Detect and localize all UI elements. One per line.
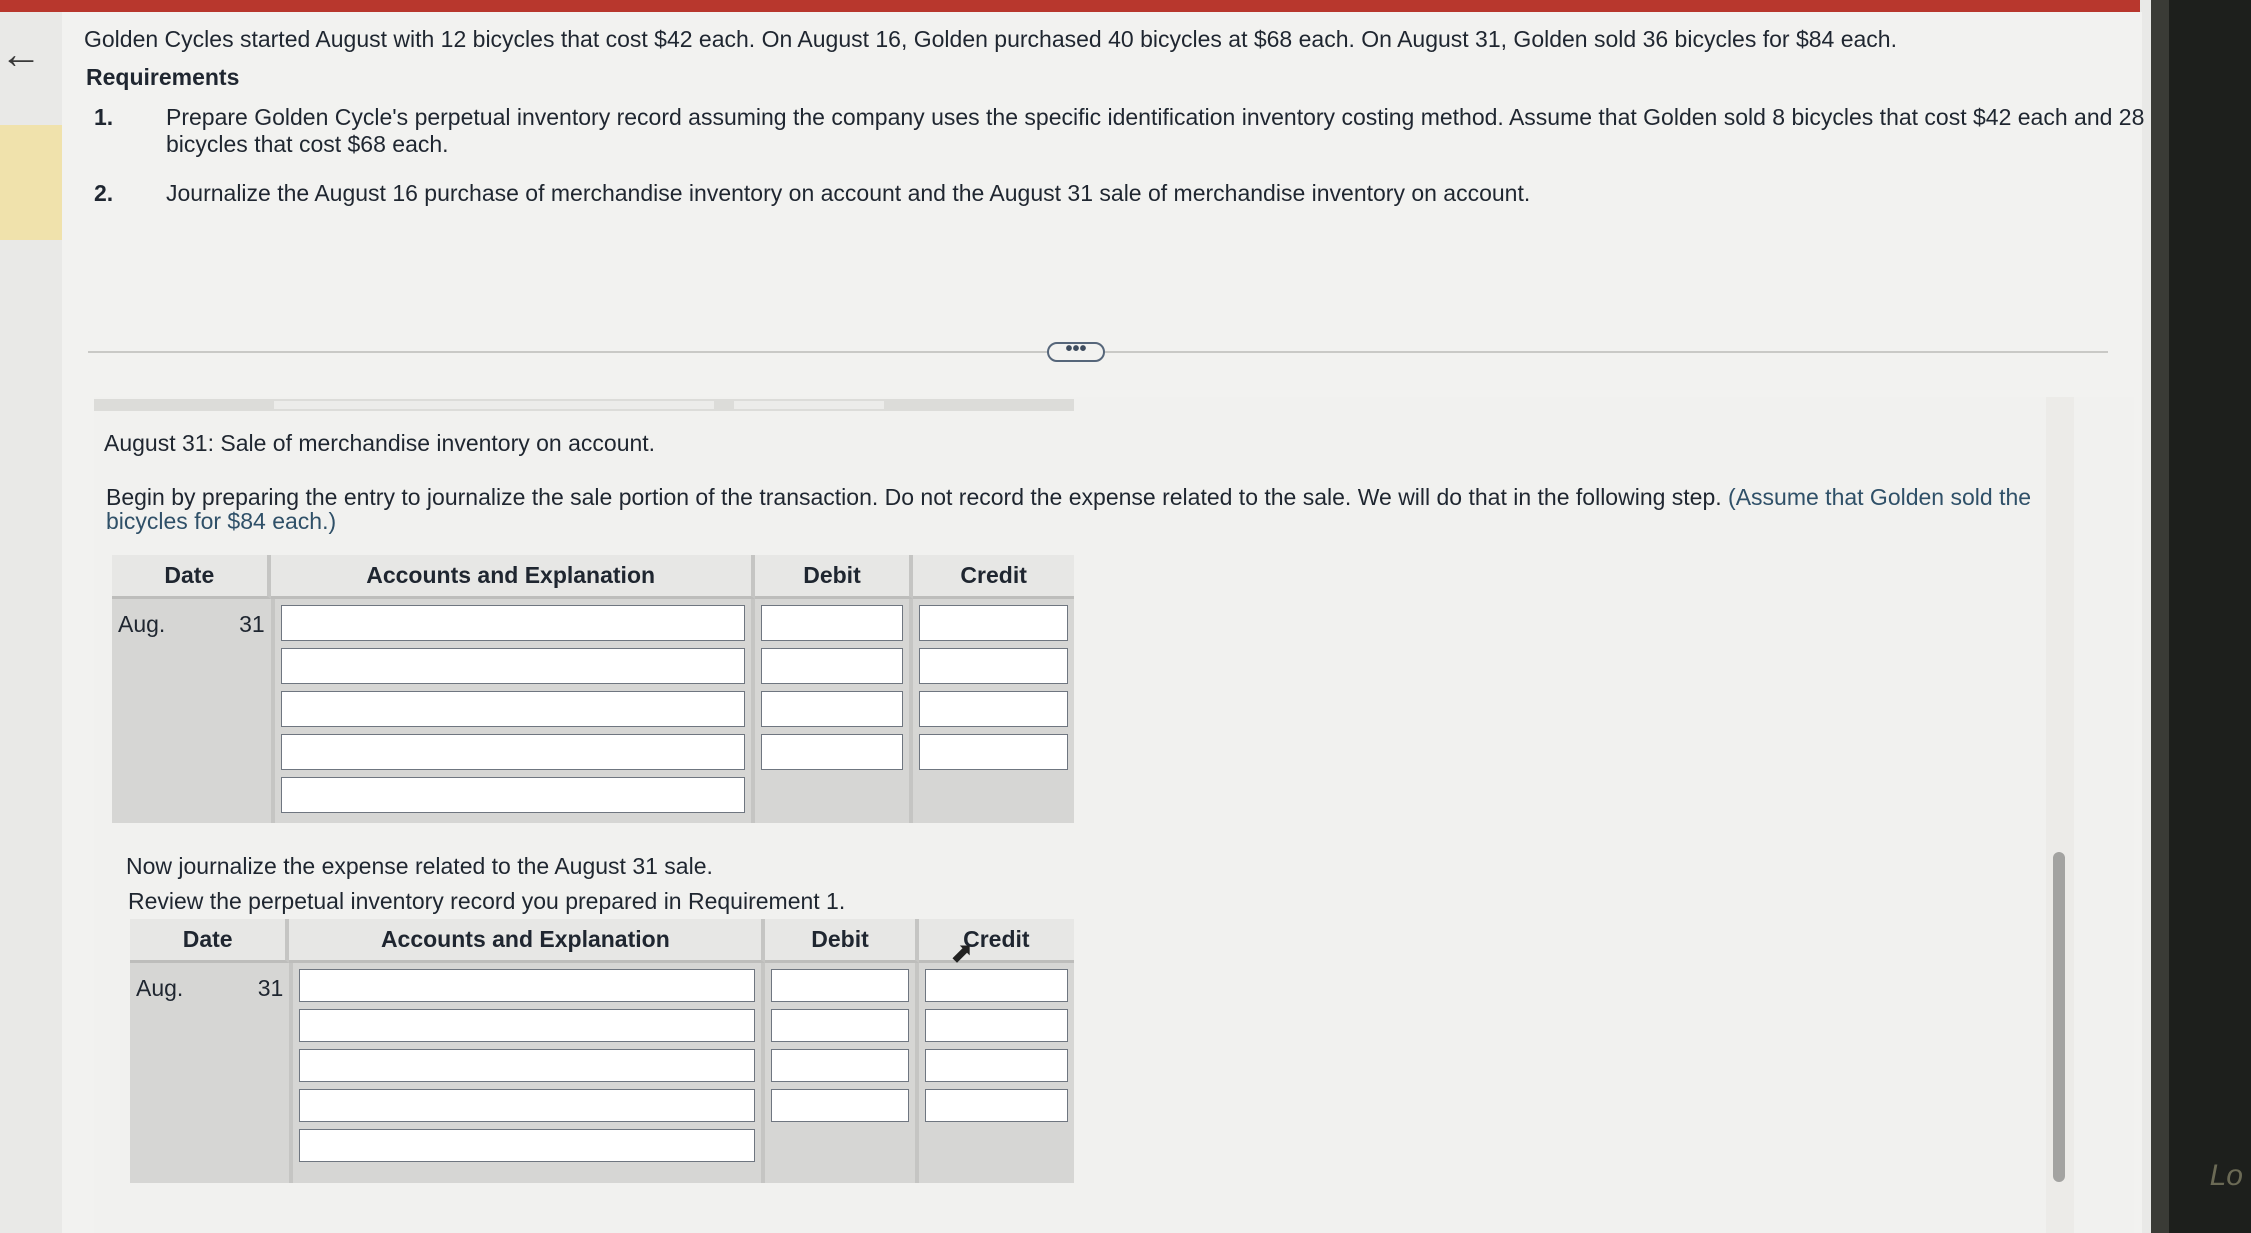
credit-input[interactable] bbox=[919, 605, 1068, 641]
top-accent-bar bbox=[0, 0, 2140, 12]
header-accounts: Accounts and Explanation bbox=[289, 919, 765, 963]
credit-input[interactable] bbox=[925, 1049, 1068, 1082]
requirement-text: Prepare Golden Cycle's perpetual inventory record assuming the company uses the specific identification inventory costing method. Assume that Golden sold 8 bicycles that cost $42 each and 28 bicycles that cost $68 each. bbox=[166, 104, 2145, 157]
account-input[interactable] bbox=[281, 734, 745, 770]
debit-input[interactable] bbox=[771, 1049, 908, 1082]
mouse-cursor-icon: ⬈ bbox=[950, 937, 974, 968]
account-input[interactable] bbox=[299, 1009, 755, 1042]
credit-input[interactable] bbox=[919, 648, 1068, 684]
step-progress-bar bbox=[94, 399, 1074, 411]
debit-input[interactable] bbox=[771, 969, 908, 1002]
credit-input[interactable] bbox=[925, 969, 1068, 1002]
debit-input[interactable] bbox=[761, 691, 904, 727]
expand-more-button[interactable]: ••• bbox=[1047, 342, 1105, 362]
account-input[interactable] bbox=[299, 1089, 755, 1122]
date-day: 31 bbox=[257, 975, 284, 1001]
date-day: 31 bbox=[239, 611, 265, 637]
credit-column bbox=[913, 599, 1074, 823]
sale-journal-table bbox=[112, 555, 1074, 823]
scrollbar-thumb[interactable] bbox=[2053, 852, 2065, 1182]
instruction-text: Begin by preparing the entry to journalize the sale portion of the transaction. Do not record the expense related to the sale. We will do that in the following step. bbox=[106, 484, 1729, 510]
monitor-bezel bbox=[2151, 0, 2251, 1233]
problem-statement: Golden Cycles started August with 12 bicycles that cost $42 each. On August 16, Golden purchased 40 bicycles at $68 each. On August 31, Golden sold 36 bicycles for $84 each. bbox=[84, 26, 1897, 52]
header-date: Date bbox=[112, 555, 271, 599]
back-arrow-icon[interactable]: ← bbox=[0, 30, 42, 77]
header-date: Date bbox=[130, 919, 289, 963]
debit-input[interactable] bbox=[771, 1089, 908, 1122]
expense-review-note: Review the perpetual inventory record you prepared in Requirement 1. bbox=[128, 888, 846, 914]
instruction-hint: (Assume that Golden sold the bicycles for $84 each.) bbox=[106, 484, 2032, 534]
bezel-frame bbox=[2151, 0, 2169, 1233]
debit-input[interactable] bbox=[761, 648, 904, 684]
header-credit: Credit bbox=[913, 555, 1074, 599]
date-month: Aug. bbox=[118, 611, 166, 637]
step-title: August 31: Sale of merchandise inventory on account. bbox=[104, 430, 656, 456]
header-debit: Debit bbox=[765, 919, 918, 963]
account-input[interactable] bbox=[281, 648, 745, 684]
sidebar-highlight bbox=[0, 125, 62, 240]
debit-column bbox=[765, 963, 918, 1183]
credit-column bbox=[919, 963, 1074, 1183]
credit-input[interactable] bbox=[919, 734, 1068, 770]
header-credit: Credit bbox=[919, 919, 1074, 963]
debit-input[interactable] bbox=[761, 605, 904, 641]
expense-journal-table bbox=[130, 919, 1074, 1183]
requirements-title: Requirements bbox=[86, 64, 240, 90]
main-content bbox=[62, 12, 2145, 1233]
bezel-logo-icon: Lo bbox=[2209, 1159, 2243, 1192]
progress-segment bbox=[274, 401, 714, 409]
account-input[interactable] bbox=[299, 969, 755, 1002]
step-instruction bbox=[106, 485, 2096, 533]
date-month: Aug. bbox=[136, 975, 184, 1001]
account-input[interactable] bbox=[281, 605, 745, 641]
account-input[interactable] bbox=[281, 777, 745, 813]
debit-input[interactable] bbox=[771, 1009, 908, 1042]
date-column bbox=[112, 599, 271, 823]
debit-column bbox=[755, 599, 914, 823]
account-input[interactable] bbox=[299, 1049, 755, 1082]
header-accounts: Accounts and Explanation bbox=[271, 555, 755, 599]
expense-instruction: Now journalize the expense related to the August 31 sale. bbox=[126, 853, 713, 879]
account-input[interactable] bbox=[281, 691, 745, 727]
header-debit: Debit bbox=[755, 555, 914, 599]
credit-input[interactable] bbox=[919, 691, 1068, 727]
date-column bbox=[130, 963, 289, 1183]
accounts-column bbox=[289, 963, 765, 1183]
accounts-column bbox=[271, 599, 755, 823]
credit-input[interactable] bbox=[925, 1089, 1068, 1122]
credit-input[interactable] bbox=[925, 1009, 1068, 1042]
account-input[interactable] bbox=[299, 1129, 755, 1162]
debit-input[interactable] bbox=[761, 734, 904, 770]
requirement-text: Journalize the August 16 purchase of merchandise inventory on account and the August 31 sale of merchandise inventory on account. bbox=[166, 180, 1531, 206]
requirement-number: 1. bbox=[94, 104, 114, 130]
progress-segment bbox=[734, 401, 884, 409]
requirement-number: 2. bbox=[94, 180, 114, 206]
